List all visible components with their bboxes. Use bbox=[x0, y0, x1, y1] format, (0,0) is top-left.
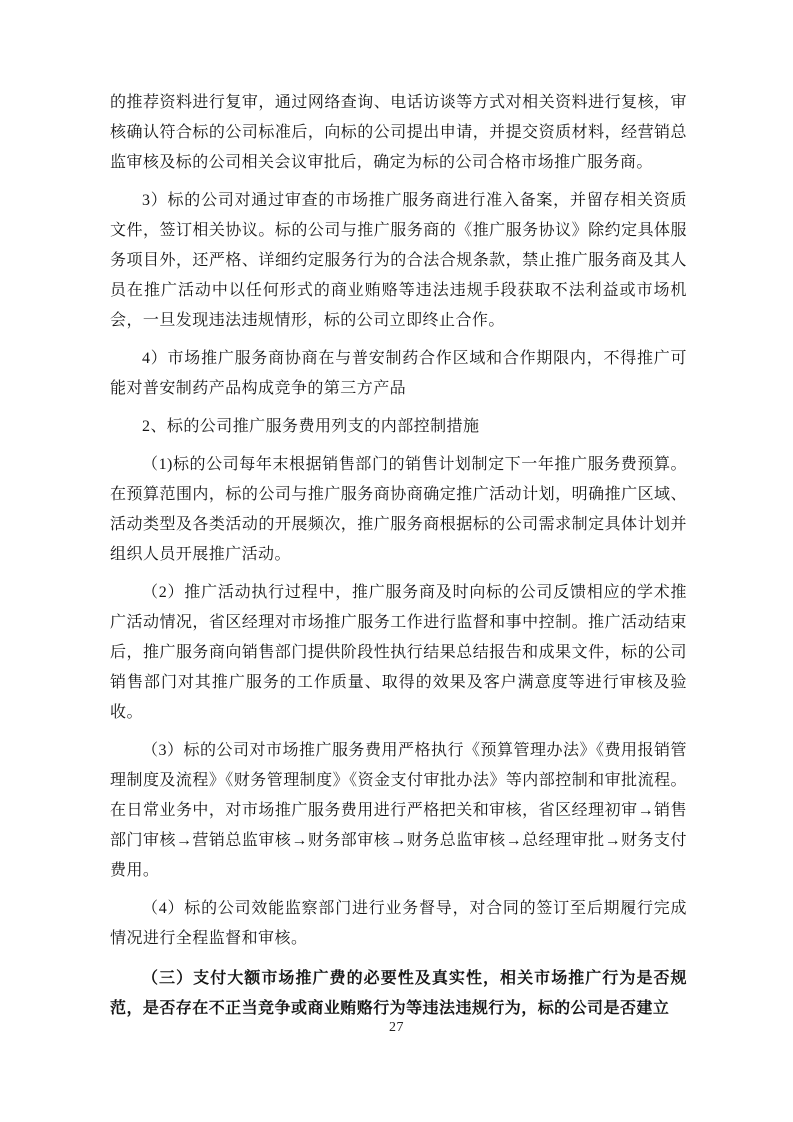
page-number: 27 bbox=[389, 1020, 404, 1035]
paragraph-item-3: 3）标的公司对通过审查的市场推广服务商进行准入备案，并留存相关资质文件，签订相关协议。标的公司与推广服务商的《推广服务协议》除约定具体服务项目外，还严格、详细约定服务行为的合法合规条款，禁止推广服务商及其人员在推广活动中以任何形式的商业贿赂等违法违规手段获取不法利益或市场机会，一旦发现违法违规情形，标的公司立即终止合作。 bbox=[110, 192, 687, 329]
page-footer bbox=[0, 1018, 793, 1037]
paragraph-item-1-budget: （1)标的公司每年末根据销售部门的销售计划制定下一年推广服务费预算。在预算范围内，标的公司与推广服务商协商确定推广活动计划，明确推广区域、活动类型及各类活动的开展频次，推广服务商根据标的公司需求制定具体计划并组织人员开展推广活动。 bbox=[110, 456, 687, 563]
paragraph-item-4: 4）市场推广服务商协商在与普安制药合作区域和合作期限内，不得推广可能对普安制药产品构成竞争的第三方产品 bbox=[110, 350, 687, 397]
paragraph-item-3-approval-flow: （3）标的公司对市场推广服务费用严格执行《预算管理办法》《费用报销管理制度及流程》《财务管理制度》《资金支付审批办法》等内部控制和审批流程。在日常业务中，对市场推广服务费用进行严格把关和审核，省区经理初审→销售部门审核→营销总监审核→财务部审核→财务总监审核→总经理审批→财务支付费用。 bbox=[110, 742, 687, 879]
paragraph-continuation: 的推荐资料进行复审，通过网络查询、电话访谈等方式对相关资料进行复核，审核确认符合标的公司标准后，向标的公司提出申请，并提交资质材料，经营销总监审核及标的公司相关会议审批后，确定为标的公司合格市场推广服务商。 bbox=[110, 94, 687, 171]
section-heading-three: （三）支付大额市场推广费的必要性及真实性，相关市场推广行为是否规范，是否存在不正当竞争或商业贿赂行为等违法违规行为，标的公司是否建立 bbox=[110, 970, 687, 1017]
paragraph-item-4-supervision: （4）标的公司效能监察部门进行业务督导，对合同的签订至后期履行完成情况进行全程监督和审核。 bbox=[110, 900, 687, 947]
document-body bbox=[110, 88, 687, 1032]
subheading-internal-control: 2、标的公司推广服务费用列支的内部控制措施 bbox=[142, 418, 480, 435]
paragraph-item-2-execution: （2）推广活动执行过程中，推广服务商及时向标的公司反馈相应的学术推广活动情况，省区经理对市场推广服务工作进行监督和事中控制。推广活动结束后，推广服务商向销售部门提供阶段性执行结果总结报告和成果文件，标的公司销售部门对其推广服务的工作质量、取得的效果及客户满意度等进行审核及验收。 bbox=[110, 584, 687, 721]
